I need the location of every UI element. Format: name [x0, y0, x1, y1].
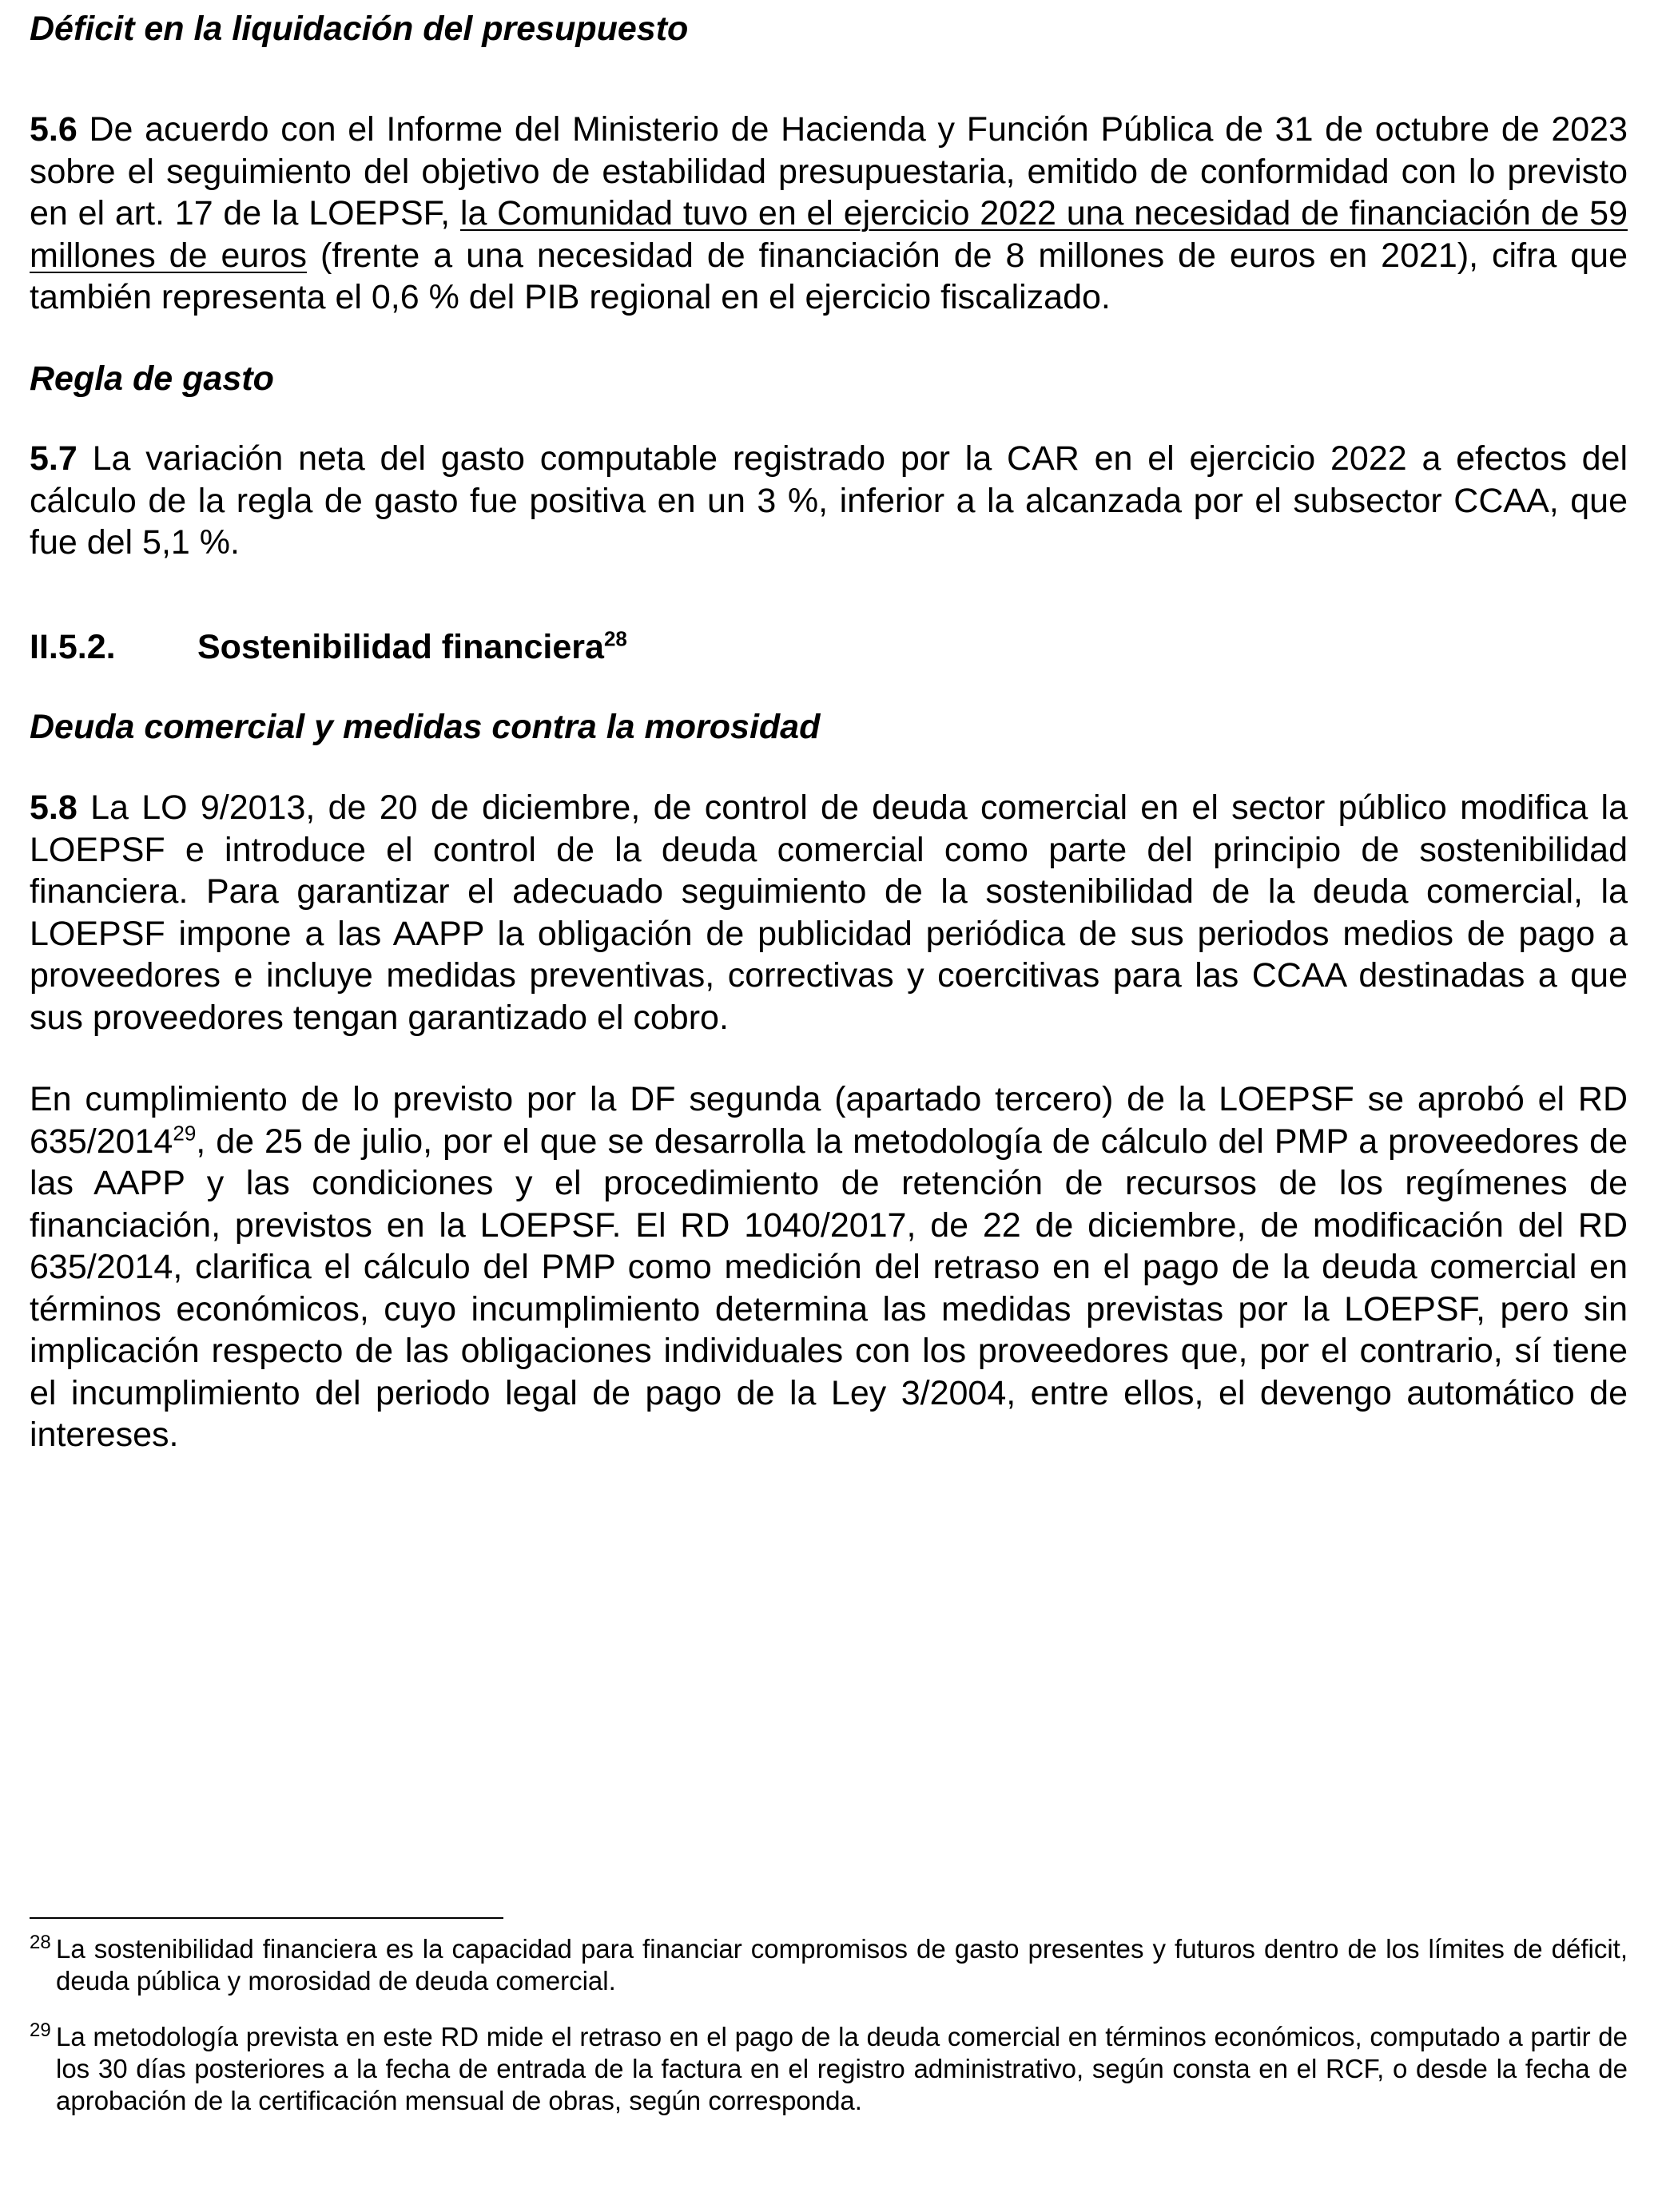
footnote-28: 28 La sostenibilidad financiera es la capacidad para financiar compromisos de gasto presentes y futuros dentro de los límites de déficit, deuda pública y morosidad de deuda comercial.: [30, 1932, 1628, 1996]
footnote-29: 29 La metodología prevista en este RD mide el retraso en el pago de la deuda comercial en términos económicos, computado a partir de los 30 días posteriores a la fecha de entrada de la factura en el registro administrativo, según consta en el RCF, o desde la fecha de aprobación de la certificación mensual de obras, según corresponda.: [30, 2019, 1628, 2115]
paragraph-5-6: 5.6 De acuerdo con el Informe del Ministerio de Hacienda y Función Pública de 31 de octubre de 2023 sobre el seguimiento del objetivo de estabilidad presupuestaria, emitido de conformidad con lo previsto en el art. 17 de la LOEPSF, la Comunidad tuvo en el ejercicio 2022 una necesidad de financiación de 59 millones de euros (frente a una necesidad de financiación de 8 millones de euros en 2021), cifra que también representa el 0,6 % del PIB regional en el ejercicio fiscalizado.: [30, 110, 1628, 316]
paragraph-number: 5.7: [30, 439, 78, 478]
section-heading: [30, 626, 627, 668]
heading-deficit: Déficit en la liquidación del presupuesto: [30, 10, 689, 48]
paragraph-5-8: 5.8 La LO 9/2013, de 20 de diciembre, de control de deuda comercial en el sector público modifica la LOEPSF e introduce el control de la deuda comercial como parte del principio de sostenibilidad financiera. Para garantizar el adecuado seguimiento de la sostenibilidad de la deuda comercial, la LOEPSF impone a las AAPP la obligación de publicidad periódica de sus periodos medios de pago a proveedores e incluye medidas preventivas, correctivas y coercitivas para las CCAA destinadas a que sus proveedores tengan garantizado el cobro.: [30, 788, 1628, 1037]
footnote-ref-29[interactable]: 29: [173, 1121, 197, 1146]
section-title: Sostenibilidad financiera: [197, 628, 604, 666]
heading-regla-gasto: Regla de gasto: [30, 359, 274, 398]
paragraph-pmp: En cumplimiento de lo previsto por la DF segunda (apartado tercero) de la LOEPSF se aprobó el RD 635/2014$^{29}$, de 25 de julio, por el que se desarrolla la metodología de cálculo del PMP a proveedores de las AAPP y las condiciones y el procedimiento de retención de recursos de los regímenes de financiación, previstos en la LOEPSF. El RD 1040/2017, de 22 de diciembre, de modificación del RD 635/2014, clarifica el cálculo del PMP como medición del retraso en el pago de la deuda comercial en términos económicos, cuyo incumplimiento determina las medidas previstas por la LOEPSF, pero sin implicación respecto de las obligaciones individuales con los proveedores que, por el contrario, sí tiene el incumplimiento del periodo legal de pago de la Ley 3/2004, entre ellos, el devengo automático de intereses.: [30, 1080, 1628, 1454]
section-number: II.5.2.: [30, 628, 116, 666]
paragraph-5-7: 5.7 La variación neta del gasto computable registrado por la CAR en el ejercicio 2022 a efectos del cálculo de la regla de gasto fue positiva en un 3 %, inferior a la alcanzada por el subsector CCAA, que fue del 5,1 %.: [30, 439, 1628, 562]
underlined-finding: la Comunidad tuvo en el ejercicio 2022 una necesidad de financiación de 59 millones de euros: [30, 194, 1628, 275]
footnote-ref-28[interactable]: 28: [603, 626, 627, 651]
heading-deuda-comercial: Deuda comercial y medidas contra la morosidad: [30, 708, 821, 746]
footnote-divider: [30, 1917, 503, 1919]
paragraph-number: 5.6: [30, 110, 78, 149]
paragraph-number: 5.8: [30, 788, 78, 827]
